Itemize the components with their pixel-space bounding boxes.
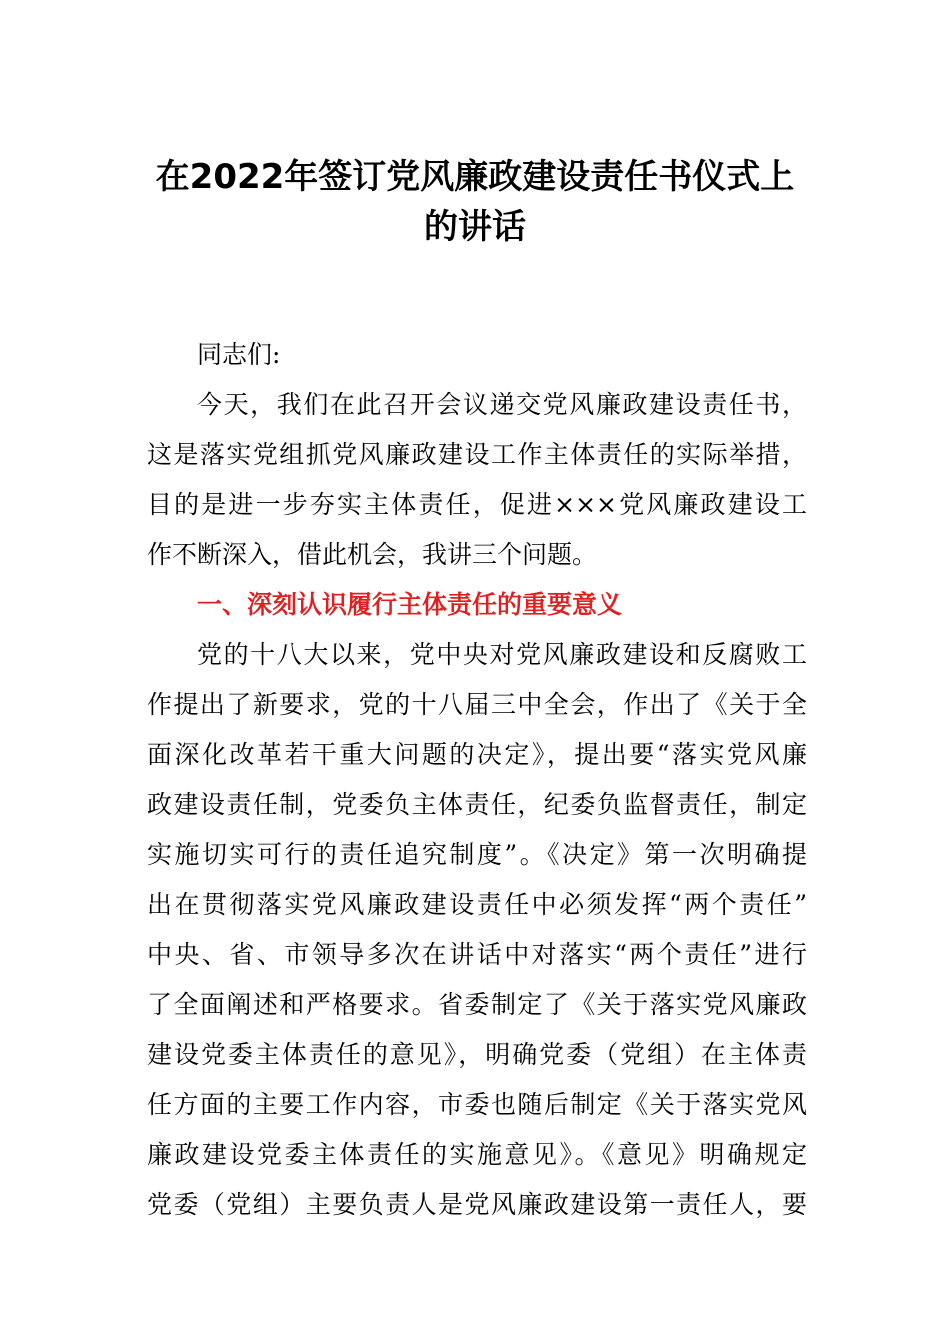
paragraph-line: 廉政建设党委主体责任的实施意见》。《意见》明确规定	[147, 1140, 807, 1169]
paragraph-2	[147, 630, 807, 1230]
section-heading-1: 一、深刻认识履行主体责任的重要意义	[197, 590, 623, 619]
paragraph-line: 今天，我们在此召开会议递交党风廉政建设责任书，	[197, 390, 807, 419]
paragraph-line: 作不断深入，借此机会，我讲三个问题。	[147, 540, 598, 569]
paragraph-line: 政建设责任制，党委负主体责任，纪委负监督责任，制定	[147, 790, 807, 819]
paragraph-line: 党的十八大以来，党中央对党风廉政建设和反腐败工	[197, 640, 807, 669]
document-body	[147, 330, 807, 1230]
paragraph-line: 这是落实党组抓党风廉政建设工作主体责任的实际举措，	[147, 440, 807, 469]
paragraph-1	[147, 380, 807, 580]
paragraph-line: 建设党委主体责任的意见》，明确党委（党组）在主体责	[147, 1040, 807, 1069]
title-line-2: 的讲话	[424, 207, 526, 247]
paragraph-line: 出在贯彻落实党风廉政建设责任中必须发挥“两个责任”	[147, 890, 807, 919]
paragraph-line: 实施切实可行的责任追究制度”。《决定》第一次明确提	[147, 840, 807, 869]
paragraph-line: 中央、省、市领导多次在讲话中对落实“两个责任”进行	[147, 940, 807, 969]
title-line-1: 在2022年签订党风廉政建设责任书仪式上	[155, 157, 795, 197]
paragraph-line: 面深化改革若干重大问题的决定》，提出要“落实党风廉	[147, 740, 807, 769]
paragraph-line: 了全面阐述和严格要求。省委制定了《关于落实党风廉政	[147, 990, 807, 1019]
paragraph-line: 目的是进一步夯实主体责任，促进×××党风廉政建设工	[147, 490, 807, 519]
salutation: 同志们:	[197, 340, 281, 369]
paragraph-line: 任方面的主要工作内容，市委也随后制定《关于落实党风	[147, 1090, 807, 1119]
document-title	[110, 152, 840, 252]
paragraph-line: 作提出了新要求，党的十八届三中全会，作出了《关于全	[147, 690, 807, 719]
paragraph-line: 党委（党组）主要负责人是党风廉政建设第一责任人，要	[147, 1190, 807, 1219]
